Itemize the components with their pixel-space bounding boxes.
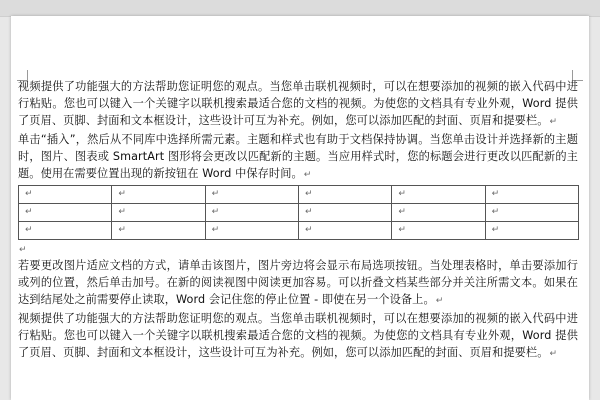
paragraph[interactable] [18, 310, 578, 363]
table-cell[interactable] [205, 186, 298, 204]
paragraph[interactable] [18, 131, 578, 184]
table-cell[interactable] [392, 186, 485, 204]
table-row[interactable] [19, 186, 579, 204]
empty-paragraph[interactable] [18, 240, 578, 257]
table-row[interactable] [19, 222, 579, 240]
cell-mark-icon: ↵ [118, 225, 126, 235]
cell-mark-icon: ↵ [118, 189, 126, 199]
cell-mark-icon: ↵ [25, 207, 33, 217]
table-cell[interactable] [298, 222, 391, 240]
cell-mark-icon: ↵ [211, 225, 220, 235]
paragraph[interactable] [18, 257, 578, 310]
table-cell[interactable] [392, 222, 485, 240]
paragraph-mark-icon: ↵ [549, 349, 558, 359]
cell-mark-icon: ↵ [398, 225, 406, 235]
paragraph-mark-icon: ↵ [303, 170, 312, 180]
table-cell[interactable] [485, 222, 578, 240]
document-page[interactable] [11, 16, 589, 400]
cell-mark-icon: ↵ [304, 207, 313, 217]
paragraph-text: 若要更改图片适应文档的方式，请单击该图片，图片旁边将会显示布局选项按钮。当处理表格时，单击要添加行或列的位置，然后单击加号。在新的阅读视图中阅读更加容易。可以折叠文档某些部分并关注所需文本。如果在达到结尾处之前需要停止读取，Word 会记住您的停止位置 - 即使在另一个设备上。 [18, 259, 578, 306]
cell-mark-icon: ↵ [491, 225, 500, 235]
table-cell[interactable] [485, 186, 578, 204]
cell-mark-icon: ↵ [118, 207, 126, 217]
paragraph-text: 单击“插入”，然后从不同库中选择所需元素。主题和样式也有助于文档保持协调。当您单击设计并选择新的主题时，图片、图表或 SmartArt 图形将会更改以匹配新的主题。当应用样式时，您的标题会进行更改以匹配新的主题。使用在需要位置出现的新按钮在 Word 中保存时间。 [18, 133, 578, 180]
window-top-band [0, 0, 600, 17]
cell-mark-icon: ↵ [304, 189, 313, 199]
paragraph[interactable] [18, 78, 578, 131]
cell-mark-icon: ↵ [398, 207, 406, 217]
cell-mark-icon: ↵ [211, 207, 220, 217]
table-cell[interactable] [112, 222, 205, 240]
paragraph-mark-icon: ↵ [19, 245, 27, 255]
table-cell[interactable] [19, 186, 112, 204]
table-cell[interactable] [485, 204, 578, 222]
paragraph-text: 视频提供了功能强大的方法帮助您证明您的观点。当您单击联机视频时，可以在想要添加的视频的嵌入代码中进行粘贴。您也可以键入一个关键字以联机搜索最适合您的文档的视频。为使您的文档具有专业外观，Word 提供了页眉、页脚、封面和文本框设计，这些设计可互为补充。例如，您可以添加匹配的封面、页眉和提要栏。 [18, 312, 578, 359]
paragraph-mark-icon: ↵ [549, 117, 558, 127]
cell-mark-icon: ↵ [304, 225, 313, 235]
paragraph-mark-icon: ↵ [435, 296, 444, 306]
table-cell[interactable] [205, 204, 298, 222]
table-cell[interactable] [19, 204, 112, 222]
document-body[interactable] [18, 78, 578, 363]
document-table[interactable] [18, 185, 579, 240]
table-cell[interactable] [112, 204, 205, 222]
table-row[interactable] [19, 204, 579, 222]
cell-mark-icon: ↵ [25, 225, 33, 235]
table-cell[interactable] [298, 204, 391, 222]
cell-mark-icon: ↵ [398, 189, 406, 199]
cell-mark-icon: ↵ [25, 189, 33, 199]
cell-mark-icon: ↵ [491, 207, 500, 217]
cell-mark-icon: ↵ [491, 189, 500, 199]
paragraph-text: 视频提供了功能强大的方法帮助您证明您的观点。当您单击联机视频时，可以在想要添加的视频的嵌入代码中进行粘贴。您也可以键入一个关键字以联机搜索最适合您的文档的视频。为使您的文档具有专业外观，Word 提供了页眉、页脚、封面和文本框设计，这些设计可互为补充。例如，您可以添加匹配的封面、页眉和提要栏。 [18, 80, 578, 127]
table-cell[interactable] [298, 186, 391, 204]
table-cell[interactable] [112, 186, 205, 204]
table-cell[interactable] [205, 222, 298, 240]
table-cell[interactable] [392, 204, 485, 222]
cell-mark-icon: ↵ [211, 189, 220, 199]
table-cell[interactable] [19, 222, 112, 240]
